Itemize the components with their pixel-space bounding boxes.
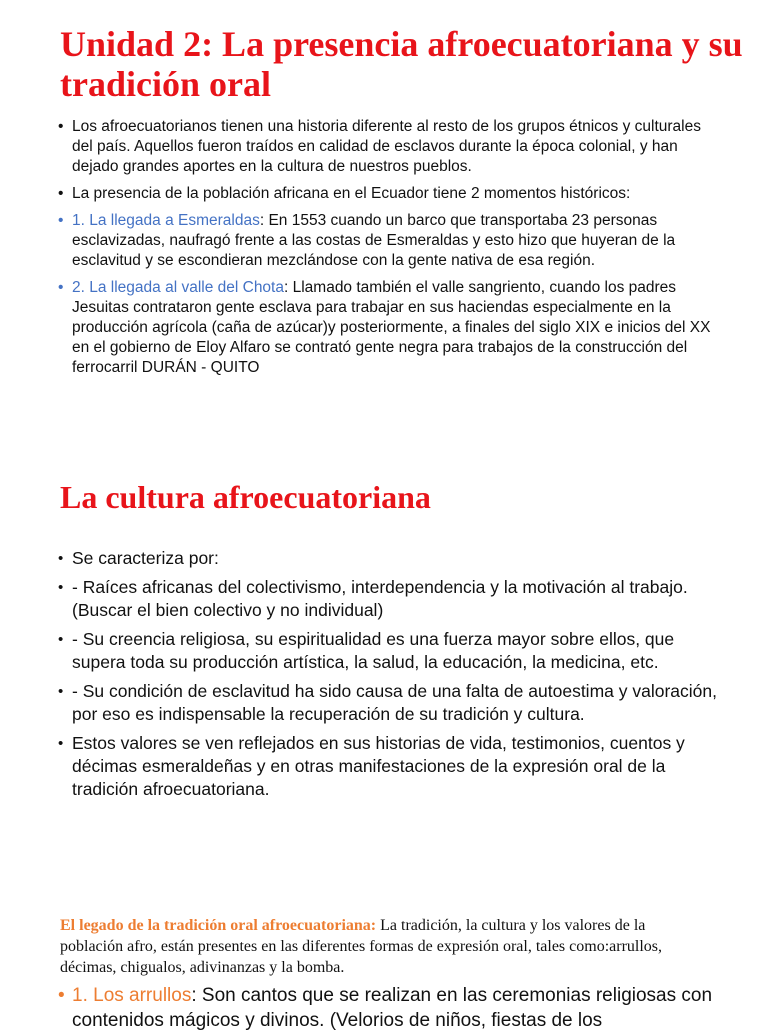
oral-forms-list [58,983,738,1033]
list-item-moment-2 [58,278,718,378]
section-title: La cultura afroecuatoriana [60,479,431,515]
moment-1-text: : En 1553 cuando un barco que transportaba 23 personas esclavizadas, naufragó frente a las costas de Esmeraldas y esto hizo que huyeran de la esclavitud y se escondieran mezclándose con la gente nativa de esa región. [72,212,676,269]
moment-2-text: : Llamado también el valle sangriento, cuando los padres Jesuitas contrataron gente esclava para trabajar en sus haciendas especialmente en la producción agrícola (caña de azúcar)y posteriormente, a finales del siglo XIX e inicios del XX en el gobierno de Eloy Alfaro se contrató gente negra para trabajos de la construcción del ferrocarril DURÁN - QUITO [72,279,711,376]
arrullos-label: 1. Los arrullos [72,985,192,1006]
page-title: Unidad 2: La presencia afroecuatoriana y su tradición oral [60,24,743,104]
moment-2-label: 2. La llegada al valle del Chota [72,279,284,296]
legado-text: La tradición, la cultura y los valores de la población afro, están presentes en las diferentes formas de expresión oral, tales como:arrullos, décimas, chigualos, adivinanzas y la bomba. [60,917,663,976]
legado-paragraph [60,915,700,978]
list-item: • Los afroecuatorianos tienen una historia diferente al resto de los grupos étnicos y culturales del país. Aquellos fueron traídos en calidad de esclavos durante la época colonial, y han dejado grandes aportes en la cultura de nuestros pueblos. [58,117,718,177]
arrullos-text: : Son cantos que se realizan en las ceremonias religiosas con contenidos mágicos y divinos. (Velorios de niños, fiestas de los [72,985,713,1031]
list-item-moment-1 [58,211,718,271]
list-item: • - Su condición de esclavitud ha sido causa de una falta de autoestima y valoración, por eso es indispensable la recuperación de su tradición y cultura. [58,680,718,726]
moment-1-label: 1. La llegada a Esmeraldas [72,212,260,229]
culture-bullet-list [58,547,718,807]
list-item: • La presencia de la población africana en el Ecuador tiene 2 momentos históricos: [58,184,718,204]
list-item-arrullos [58,983,738,1033]
list-item: • - Raíces africanas del colectivismo, interdependencia y la motivación al trabajo. (Buscar el bien colectivo y no individual) [58,576,718,622]
list-item: • Estos valores se ven reflejados en sus historias de vida, testimonios, cuentos y décimas esmeraldeñas y en otras manifestaciones de la expresión oral de la tradición afroecuatoriana. [58,732,718,801]
list-item: • - Su creencia religiosa, su espiritualidad es una fuerza mayor sobre ellos, que supera toda su producción artística, la salud, la educación, la medicina, etc. [58,628,718,674]
list-item: • Se caracteriza por: [58,547,718,570]
history-bullet-list [58,117,718,385]
legado-label: El legado de la tradición oral afroecuatoriana: [60,917,377,934]
